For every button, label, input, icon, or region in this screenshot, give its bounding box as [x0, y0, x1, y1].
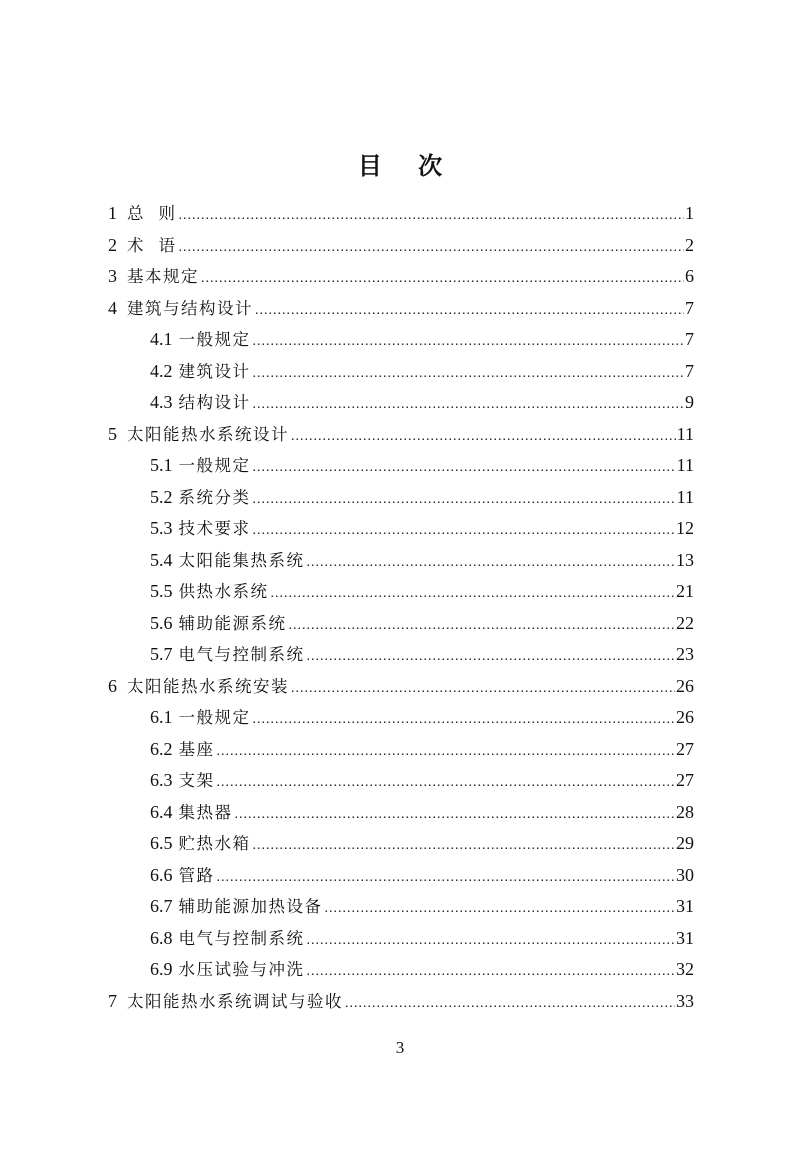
dot-leader: [253, 358, 685, 390]
toc-entry-title: 术 语: [127, 235, 177, 255]
toc-entry-title: 系统分类: [178, 487, 251, 507]
dot-leader: [217, 736, 676, 768]
dot-leader: [325, 893, 676, 925]
toc-entry-title: 辅助能源系统: [178, 613, 287, 633]
toc-entry-number: 6.8: [150, 927, 173, 948]
toc-entry-number: 6: [108, 675, 117, 696]
toc-entry-title: 太阳能热水系统设计: [127, 424, 289, 444]
toc-entry-title: 建筑设计: [178, 361, 251, 381]
toc-entry-page: 13: [676, 549, 694, 570]
toc-entry-number: 4.3: [150, 392, 173, 412]
toc-entry-page: 11: [676, 486, 694, 507]
toc-entry-title: 一般规定: [178, 330, 251, 349]
toc-entry-page: 11: [676, 455, 694, 475]
toc-entry-page: 29: [676, 833, 694, 853]
toc-entry-title: 贮热水箱: [178, 834, 251, 853]
toc-entry-title: 太阳能热水系统调试与验收: [127, 991, 343, 1011]
dot-leader: [289, 610, 676, 642]
toc-entry: [108, 387, 694, 419]
toc-entry-page: 21: [676, 581, 694, 601]
toc-entry-title: 基本规定: [127, 267, 199, 286]
dot-leader: [271, 578, 676, 610]
toc-entry-page: 30: [676, 864, 694, 885]
toc-entry-number: 4.2: [150, 360, 173, 381]
toc-entry-number: 6.6: [150, 864, 173, 885]
toc-entry-page: 28: [676, 801, 694, 822]
toc-entry-page: 27: [676, 770, 694, 790]
toc-entry-page: 26: [676, 707, 694, 727]
toc-entry-number: 7: [108, 990, 117, 1011]
toc-entry-title: 电气与控制系统: [178, 645, 305, 664]
toc-entry-page: 7: [685, 297, 694, 318]
toc-entry-page: 7: [685, 329, 694, 349]
toc-entry: [108, 639, 694, 671]
toc-entry-number: 6.5: [150, 833, 173, 853]
toc-entry-page: 23: [676, 644, 694, 664]
toc-entry-number: 4: [108, 297, 117, 318]
toc-entry-number: 5: [108, 423, 117, 444]
toc-entry: [108, 261, 694, 293]
toc-entry-number: 5.1: [150, 455, 173, 475]
toc-entry: [108, 293, 694, 325]
toc-entry-page: 27: [676, 738, 694, 759]
toc-entry-number: 5.4: [150, 549, 173, 570]
toc-entry-page: 31: [676, 896, 694, 916]
dot-leader: [255, 295, 684, 327]
toc-entry-title: 一般规定: [178, 708, 251, 727]
toc-entry-page: 9: [685, 392, 694, 412]
dot-leader: [253, 389, 685, 421]
toc-entry: [108, 482, 694, 514]
toc-entry: [108, 923, 694, 955]
page-number: 3: [395, 1038, 405, 1057]
dot-leader: [179, 200, 685, 232]
toc-entry-page: 33: [676, 990, 694, 1011]
toc-entry: [108, 608, 694, 640]
toc-entry-title: 结构设计: [178, 393, 251, 412]
toc-entry: [108, 702, 694, 734]
table-of-contents: [108, 198, 694, 1017]
toc-entry-title: 太阳能热水系统安装: [127, 676, 289, 696]
toc-entry-title: 管路: [178, 865, 215, 885]
dot-leader: [345, 988, 675, 1020]
dot-leader: [291, 421, 676, 453]
toc-entry: [108, 545, 694, 577]
dot-leader: [307, 641, 676, 673]
toc-entry-title: 建筑与结构设计: [127, 298, 253, 318]
toc-entry-number: 6.2: [150, 738, 173, 759]
toc-entry: [108, 450, 694, 482]
toc-entry-page: 12: [676, 518, 694, 538]
toc-entry-number: 5.6: [150, 612, 173, 633]
toc-entry: [108, 860, 694, 892]
toc-entry-number: 5.5: [150, 581, 173, 601]
toc-entry: [108, 230, 694, 262]
toc-entry: [108, 198, 694, 230]
dot-leader: [253, 484, 676, 516]
toc-entry-number: 5.3: [150, 518, 173, 538]
toc-entry-number: 1: [108, 203, 117, 223]
toc-entry-title: 集热器: [178, 802, 233, 822]
toc-entry: [108, 891, 694, 923]
dot-leader: [217, 862, 676, 894]
dot-leader: [307, 956, 676, 988]
toc-entry-title: 基座: [178, 739, 215, 759]
toc-entry: [108, 986, 694, 1018]
dot-leader: [179, 232, 685, 264]
toc-entry-title: 总 则: [127, 204, 177, 223]
dot-leader: [201, 263, 684, 295]
toc-entry: [108, 828, 694, 860]
toc-entry-title: 水压试验与冲洗: [178, 960, 305, 979]
toc-entry-page: 11: [676, 423, 694, 444]
dot-leader: [235, 799, 676, 831]
dot-leader: [253, 704, 676, 736]
toc-entry-title: 支架: [178, 771, 215, 790]
toc-entry-number: 6.9: [150, 959, 173, 979]
toc-entry: [108, 734, 694, 766]
toc-entry-number: 6.1: [150, 707, 173, 727]
toc-entry-number: 3: [108, 266, 117, 286]
toc-entry-title: 辅助能源加热设备: [178, 897, 323, 916]
dot-leader: [291, 673, 675, 705]
toc-entry-page: 6: [685, 266, 694, 286]
dot-leader: [253, 830, 676, 862]
toc-entry: [108, 765, 694, 797]
toc-entry-page: 26: [676, 675, 694, 696]
toc-entry-page: 1: [685, 203, 694, 223]
toc-entry-number: 5.7: [150, 644, 173, 664]
dot-leader: [307, 925, 676, 957]
toc-entry-title: 技术要求: [178, 519, 251, 538]
toc-entry-number: 6.7: [150, 896, 173, 916]
toc-entry-title: 电气与控制系统: [178, 928, 305, 948]
toc-entry-title: 太阳能集热系统: [178, 550, 305, 570]
dot-leader: [253, 326, 685, 358]
toc-entry-page: 32: [676, 959, 694, 979]
dot-leader: [307, 547, 676, 579]
toc-entry-number: 6.4: [150, 801, 173, 822]
toc-entry-number: 4.1: [150, 329, 173, 349]
toc-entry-title: 供热水系统: [178, 582, 269, 601]
toc-entry-page: 31: [676, 927, 694, 948]
page-title: 目 次: [357, 152, 457, 180]
toc-entry-page: 2: [685, 234, 694, 255]
toc-entry-number: 6.3: [150, 770, 173, 790]
toc-entry: [108, 954, 694, 986]
toc-entry: [108, 576, 694, 608]
toc-entry: [108, 356, 694, 388]
toc-entry-number: 2: [108, 234, 117, 255]
toc-entry: [108, 419, 694, 451]
dot-leader: [253, 515, 676, 547]
toc-entry-page: 7: [685, 360, 694, 381]
toc-entry: [108, 797, 694, 829]
toc-entry-title: 一般规定: [178, 456, 251, 475]
toc-entry-page: 22: [676, 612, 694, 633]
toc-entry: [108, 513, 694, 545]
toc-entry: [108, 671, 694, 703]
toc-entry: [108, 324, 694, 356]
dot-leader: [253, 452, 676, 484]
dot-leader: [217, 767, 676, 799]
toc-entry-number: 5.2: [150, 486, 173, 507]
